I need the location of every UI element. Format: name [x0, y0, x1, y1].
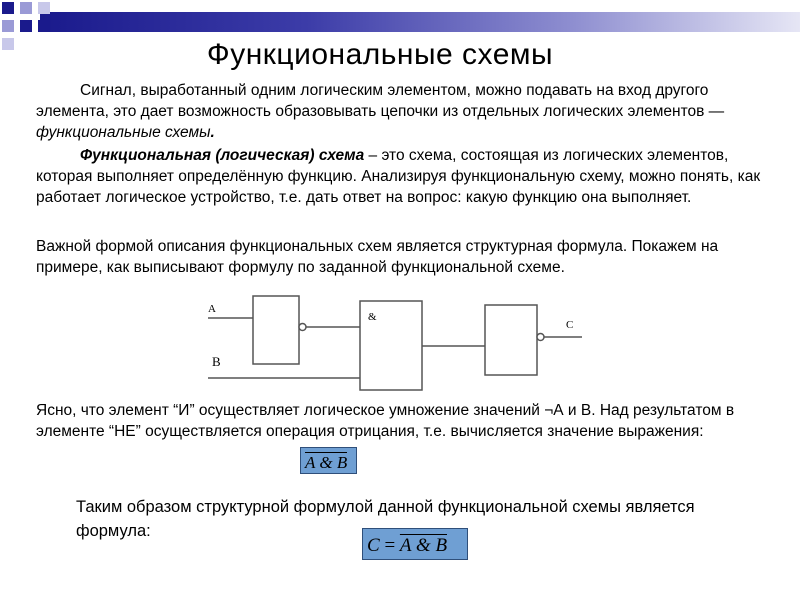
formula-var-a: $\overline{A}$: [399, 535, 412, 556]
slide-title: Функциональные схемы: [206, 38, 554, 71]
not-gate-2: [485, 305, 537, 375]
paragraph-emphasis: функциональные схемы: [36, 124, 211, 141]
not-gate-1: [253, 296, 299, 364]
paragraph-text: Сигнал, выработанный одним логическим элементом, можно подавать на вход другого элемента, это дает возможность образовывать цепочки из отдельных логических элементов —: [36, 82, 725, 120]
formula-equals: =: [379, 535, 400, 556]
paragraph-structural-formula: Важной формой описания функциональных схем является структурная формула. Покажем на примере, как выписывают формулу по заданной функциональной схеме.: [36, 238, 719, 276]
formula-negated-group: [400, 534, 447, 555]
formula-var-a: $\overline{A}$: [305, 453, 316, 472]
definition-text: – это схема, состоящая из логических элементов, которая выполняет определённую функцию. Анализируя функциональную схему, можно понять, как работает логическое устройство, т.е. дать ответ на вопрос: какую функцию она выполняет.: [36, 147, 761, 206]
paragraph-explanation: Ясно, что элемент “И” осуществляет логическое умножение значений ¬А и В. Над результатом в элементе “НЕ” осуществляется операция отрицания, т.е. вычисляется значение выражения:: [36, 402, 735, 440]
formula-negated-group: [305, 452, 347, 471]
formula-expression: [300, 447, 357, 474]
formula-output-c: C: [367, 535, 380, 556]
input-a-label: A: [208, 303, 216, 315]
formula-final: [362, 528, 468, 560]
and-symbol: &: [368, 311, 377, 323]
output-c-label: C: [566, 319, 574, 331]
inversion-bubble-1: [299, 324, 306, 331]
paragraph-conclusion: Таким образом структурной формулой данной функциональной схемы является формула:: [76, 498, 695, 540]
inversion-bubble-2: [537, 334, 544, 341]
paragraph-end: .: [210, 124, 215, 141]
formula-var-b: B: [336, 453, 348, 472]
formula-operator: &: [411, 535, 436, 556]
input-b-label: B: [212, 354, 221, 369]
formula-operator: &: [315, 453, 337, 472]
definition-term: Функциональная (логическая) схема: [80, 147, 365, 164]
formula-var-b: B: [435, 535, 448, 556]
